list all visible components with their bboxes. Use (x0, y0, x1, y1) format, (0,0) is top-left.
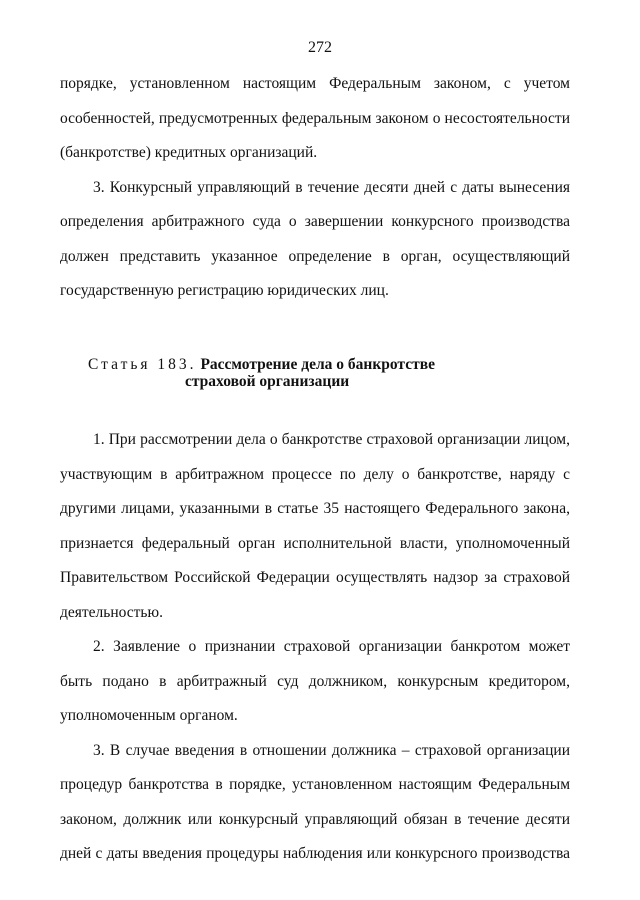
paragraph-item-3: 3. Конкурсный управляющий в течение десяти дней с даты вынесения определения арбитражного суда о завершении конкурсного производства должен представить указанное определение в орган, осуществляющий государственную регистрацию юридических лиц. (60, 178, 570, 299)
article-title-line1: Рассмотрение дела о банкротстве (200, 356, 435, 373)
article-title-line2: страховой организации (185, 373, 350, 390)
article-paragraph-3: 3. В случае введения в отношении должника – страховой организации процедур банкротства в порядке, установленном настоящим Федеральным законом, должник или конкурсный управляющий обязан в течение десяти дней с даты введения процедуры наблюдения или конкурсного производства (60, 741, 570, 862)
page-number: 272 (308, 39, 332, 56)
text-block-top (60, 67, 570, 309)
paragraph-continuation: порядке, установленном настоящим Федеральным законом, с учетом особенностей, предусмотренных федеральным законом о несостоятельности (банкротстве) кредитных организаций. (60, 75, 570, 161)
article-number: Статья 183. (88, 356, 197, 373)
article-paragraph-1: 1. При рассмотрении дела о банкротстве страховой организации лицом, участвующим в арбитражном процессе по делу о банкротстве, наряду с другими лицами, указанными в статье 35 настоящего Федерального закона, признается федеральный орган исполнительной власти, уполномоченный Правительством Российской Федерации осуществлять надзор за страховой деятельностью. (60, 431, 570, 621)
article-heading (88, 356, 558, 390)
article-paragraph-2: 2. Заявление о признании страховой организации банкротом может быть подано в арбитражный суд должником, конкурсным кредитором, уполномоченным органом. (60, 638, 570, 724)
text-block-article (60, 423, 570, 872)
